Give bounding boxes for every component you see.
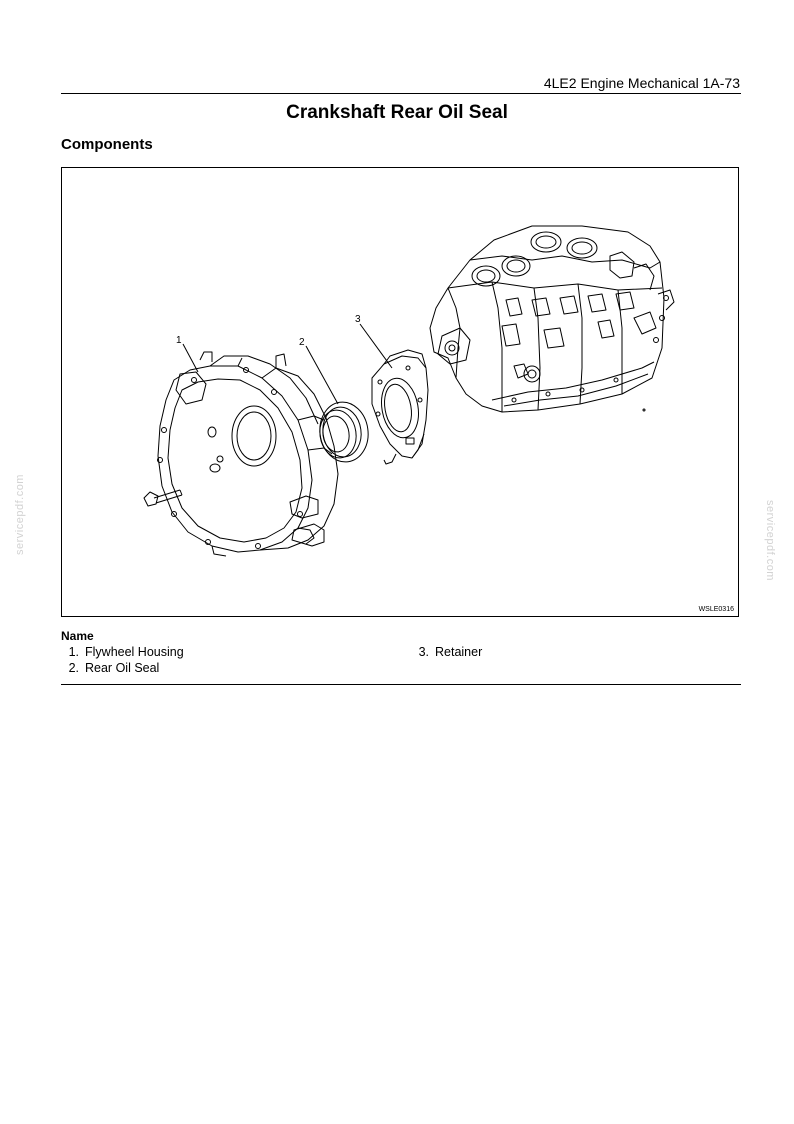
legend-item-rear-oil-seal [61,660,184,676]
callout-3: 3 [355,314,361,325]
legend-bottom-rule [61,684,741,685]
retainer-drawing [372,350,428,464]
legend-number: 1. [68,645,79,659]
legend-item-flywheel-housing [61,644,184,660]
legend-label: Flywheel Housing [85,645,184,659]
legend-number: 2. [68,661,79,675]
flywheel-housing-drawing [158,352,339,556]
callout-2: 2 [299,337,305,348]
figure-id: WSLE0316 [698,606,734,613]
watermark-right: servicepdf.com [764,500,776,581]
leader-lines [183,324,392,404]
legend-number: 3. [418,645,429,659]
legend-label: Retainer [435,645,483,659]
rear-oil-seal-drawing [316,399,372,465]
header-rule [61,93,741,94]
legend-label: Rear Oil Seal [85,661,160,675]
legend-column-left [61,644,184,676]
bolt-drawing [144,490,182,506]
watermark-left: servicepdf.com [14,474,26,555]
legend-item-retainer [411,644,482,660]
legend-heading: Name [61,629,94,643]
callout-1: 1 [176,335,182,346]
engine-block-drawing [430,226,674,412]
legend-column-right [411,644,482,660]
page-title: Crankshaft Rear Oil Seal [286,102,508,123]
exploded-diagram [62,168,740,618]
section-heading: Components [61,136,153,153]
header-text: 4LE2 Engine Mechanical 1A-73 [543,75,740,91]
components-figure [61,167,739,617]
